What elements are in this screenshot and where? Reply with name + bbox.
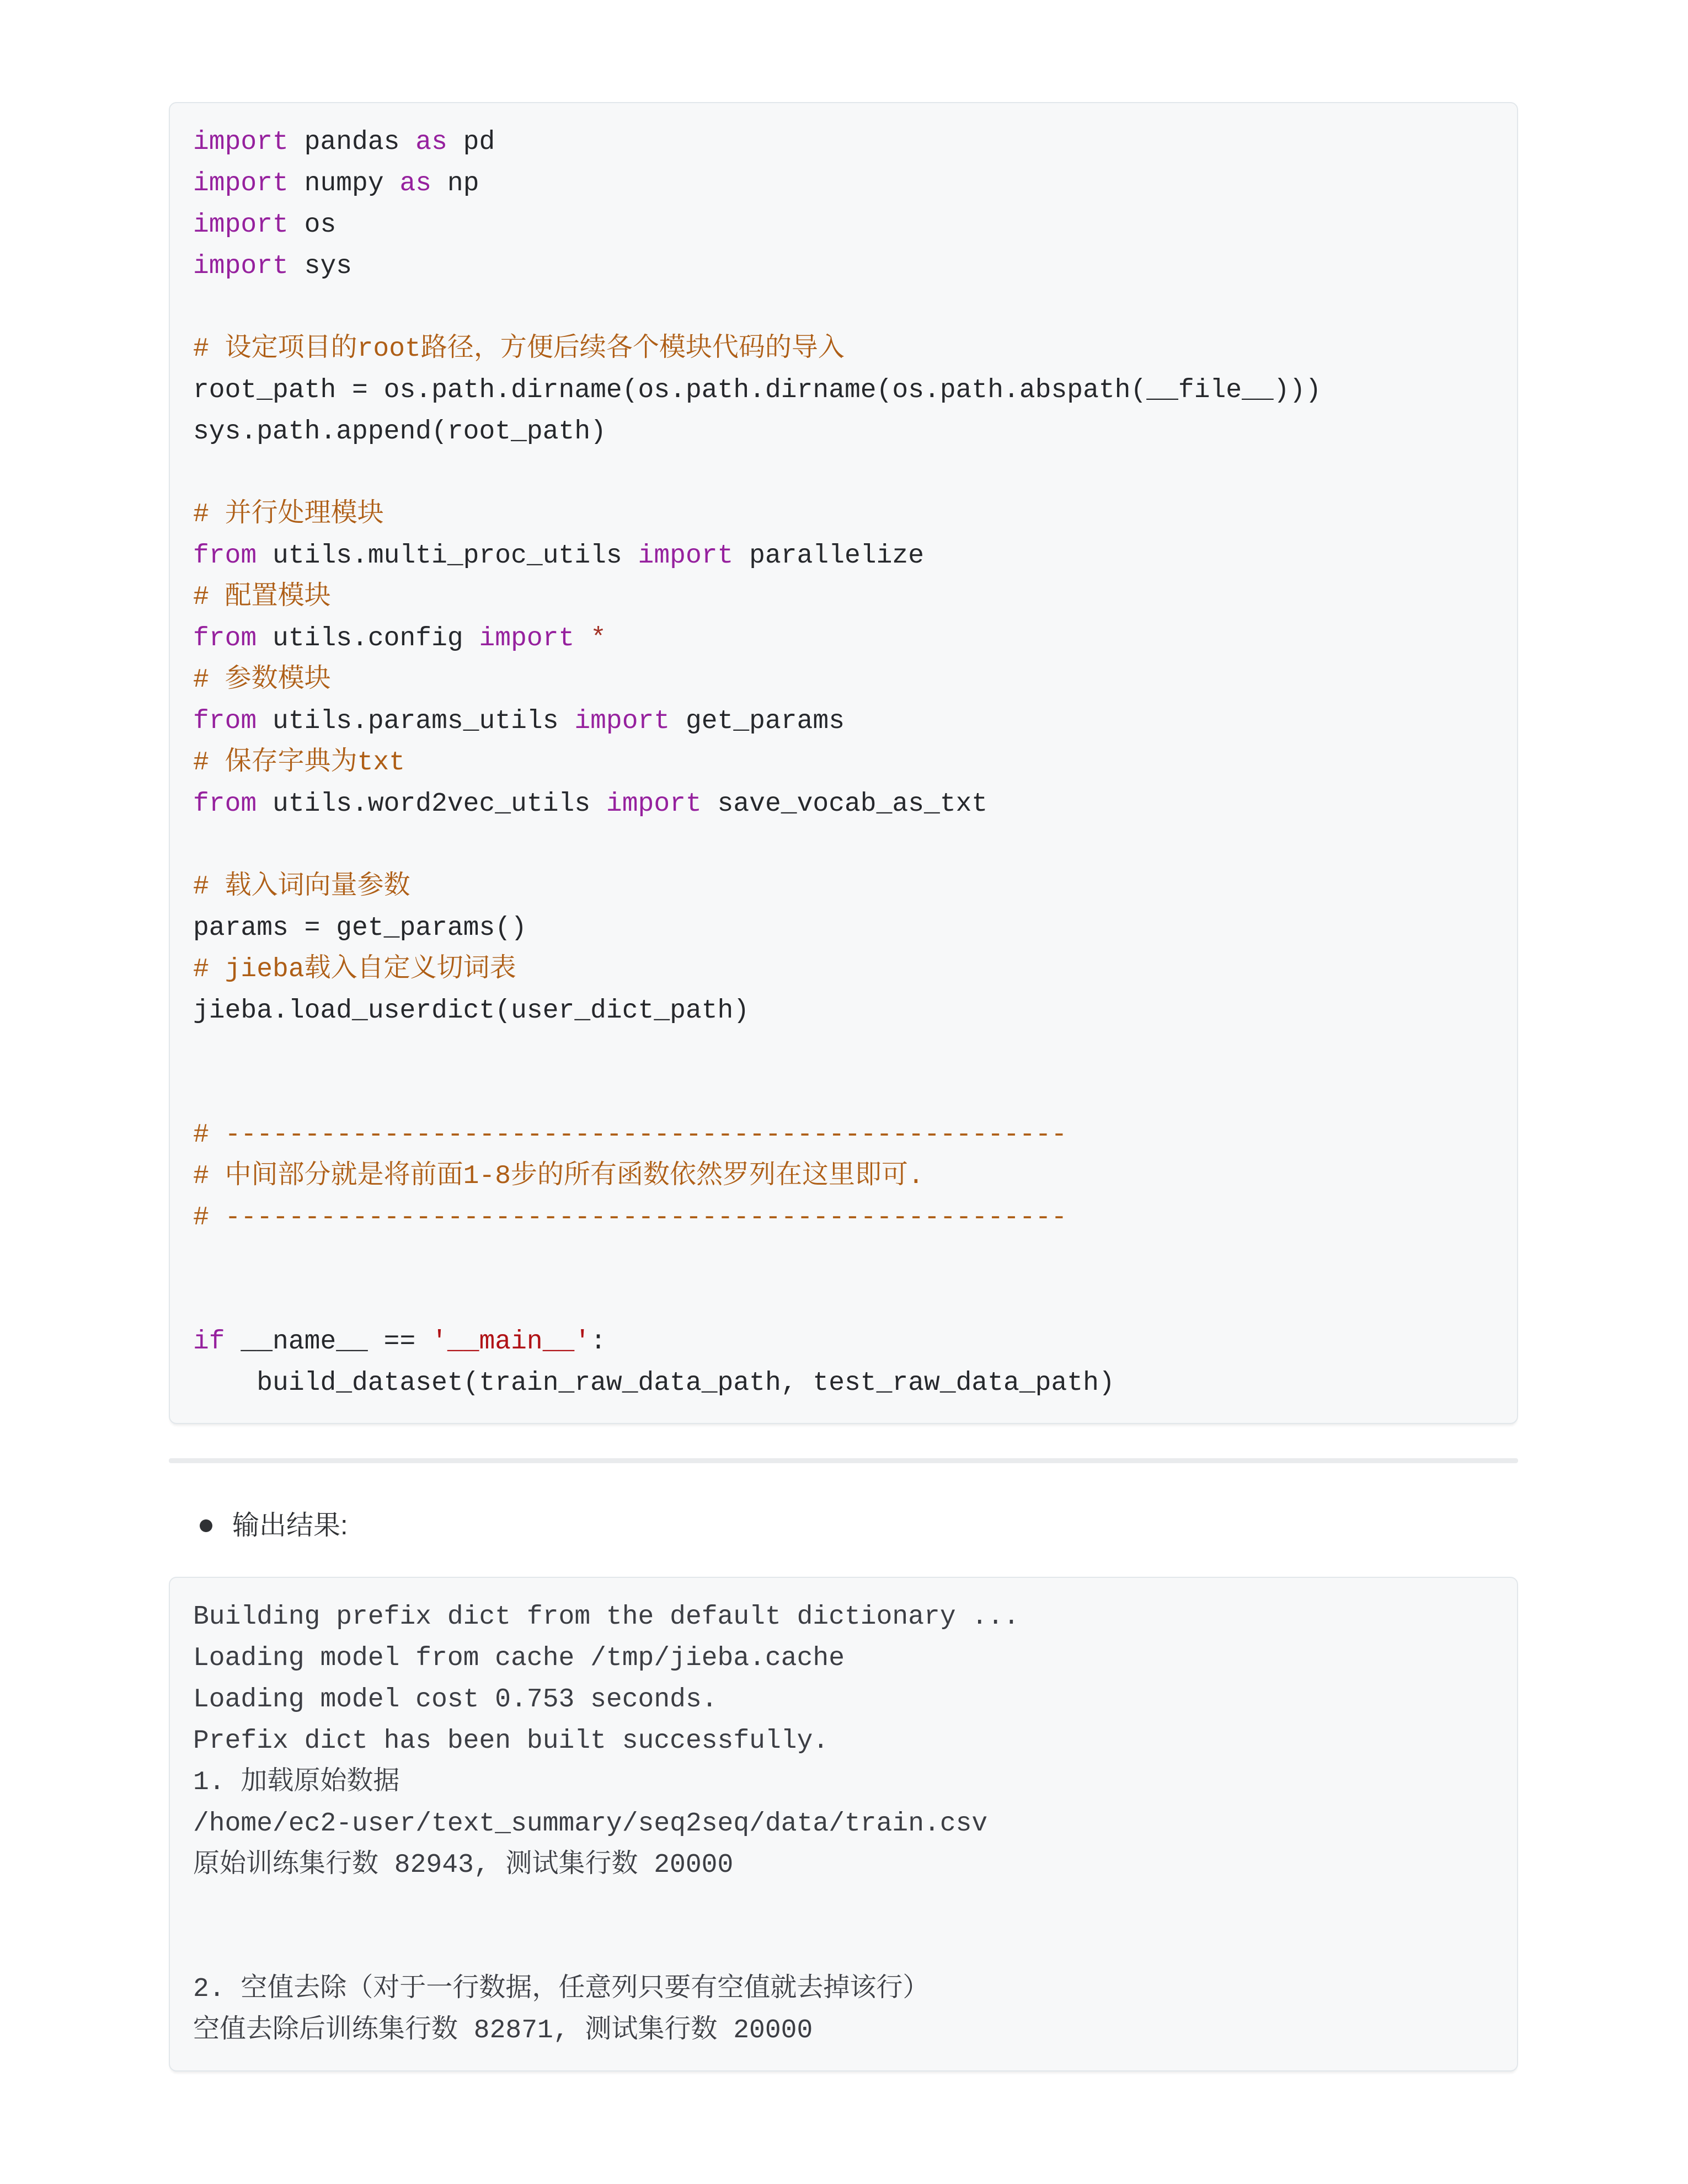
article-content — [169, 0, 1518, 2071]
code-line: # ----------------------------------------------------- — [193, 1203, 1067, 1233]
code-line: # 中间部分就是将前面1-8步的所有函数依然罗列在这里即可. — [193, 1161, 924, 1191]
python-code-block — [169, 102, 1518, 1424]
code-line: import numpy as np — [193, 169, 479, 199]
code-line: build_dataset(train_raw_data_path, test_raw_data_path) — [193, 1368, 1115, 1398]
code-line — [193, 1032, 1495, 1073]
code-line: # 设定项目的root路径，方便后续各个模块代码的导入 — [193, 334, 845, 364]
code-line — [193, 287, 1495, 329]
bullet-icon — [200, 1519, 212, 1532]
output-line — [193, 1886, 1495, 1928]
code-line: import sys — [193, 251, 352, 281]
code-line — [193, 1280, 1495, 1321]
code-line: # ----------------------------------------------------- — [193, 1120, 1067, 1150]
output-line: Prefix dict has been built successfully. — [193, 1726, 829, 1756]
code-line: import os — [193, 210, 336, 240]
output-result-list-item — [169, 1508, 1518, 1543]
output-line: /home/ec2-user/text_summary/seq2seq/data/train.csv — [193, 1809, 988, 1839]
output-line: 原始训练集行数 82943, 测试集行数 20000 — [193, 1850, 734, 1880]
code-line: from utils.word2vec_utils import save_vocab_as_txt — [193, 789, 988, 819]
code-line: # 保存字典为txt — [193, 748, 405, 778]
code-line: # 配置模块 — [193, 582, 331, 612]
output-line: 1. 加载原始数据 — [193, 1768, 400, 1797]
output-line: 空值去除后训练集行数 82871, 测试集行数 20000 — [193, 2016, 813, 2046]
console-output-block — [169, 1577, 1518, 2071]
output-line — [193, 1928, 1495, 1969]
output-line: Loading model cost 0.753 seconds. — [193, 1685, 718, 1715]
code-line: # jieba载入自定义切词表 — [193, 955, 516, 984]
code-line: if __name__ == '__main__': — [193, 1327, 606, 1357]
code-line: root_path = os.path.dirname(os.path.dirname(os.path.abspath(__file__))) — [193, 376, 1322, 405]
output-line: Loading model from cache /tmp/jieba.cache — [193, 1644, 845, 1673]
code-line: # 载入词向量参数 — [193, 872, 410, 902]
output-result-label: 输出结果: — [232, 1511, 348, 1540]
code-line: # 并行处理模块 — [193, 500, 384, 529]
code-line — [193, 825, 1495, 866]
code-line — [193, 1239, 1495, 1280]
output-line: 2. 空值去除（对于一行数据，任意列只要有空值就去掉该行） — [193, 1974, 930, 2004]
code-line: sys.path.append(root_path) — [193, 417, 606, 447]
code-line: # 参数模块 — [193, 665, 331, 695]
code-line: from utils.multi_proc_utils import parallelize — [193, 541, 925, 571]
code-line: from utils.params_utils import get_params — [193, 706, 845, 736]
code-line — [193, 1073, 1495, 1115]
section-divider — [169, 1458, 1518, 1463]
output-line: Building prefix dict from the default dictionary ... — [193, 1602, 1019, 1632]
code-line: params = get_params() — [193, 913, 527, 943]
code-line: import pandas as pd — [193, 127, 495, 157]
code-line: from utils.config import * — [193, 624, 606, 654]
code-line — [193, 453, 1495, 494]
code-line: jieba.load_userdict(user_dict_path) — [193, 996, 750, 1026]
